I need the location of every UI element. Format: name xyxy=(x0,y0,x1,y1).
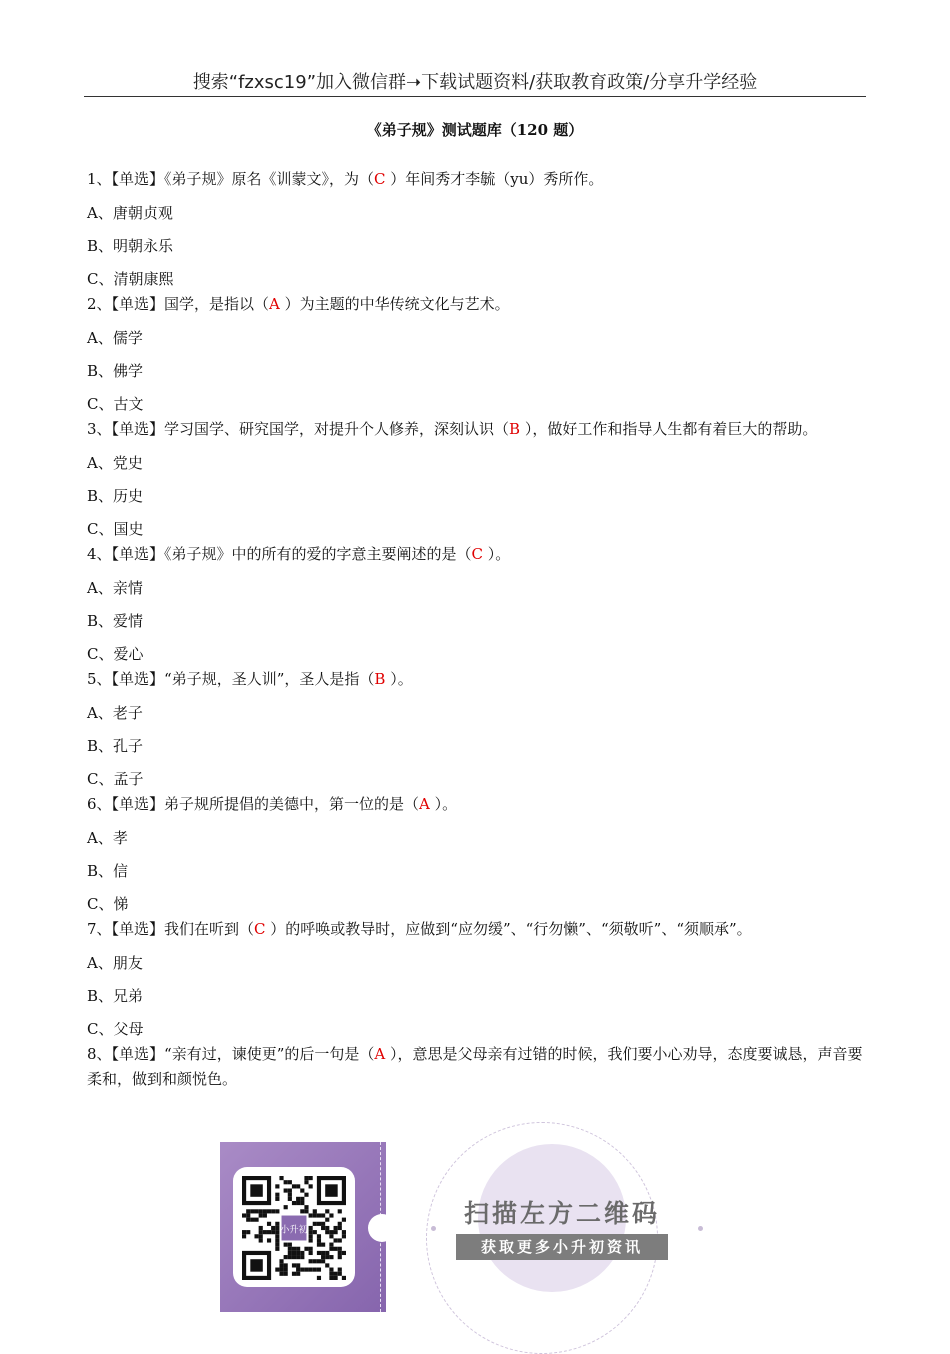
answer-option: B、孔子 xyxy=(87,737,144,755)
answer-option: A、老子 xyxy=(87,704,143,722)
answer-option: C、古文 xyxy=(87,395,144,413)
answer-letter: A xyxy=(374,1045,386,1063)
page-title: 《弟子规》测试题库（120 题） xyxy=(366,121,584,139)
answer-option: B、明朝永乐 xyxy=(87,237,174,255)
answer-option: A、孝 xyxy=(87,829,128,847)
answer-option: C、孟子 xyxy=(87,770,144,788)
question-text: ）。 xyxy=(385,670,413,688)
page-header: 搜索“fzxsc19”加入微信群➝下载试题资料/获取教育政策/分享升学经验 xyxy=(192,72,758,93)
question-text: ）。 xyxy=(483,545,511,563)
answer-letter: A xyxy=(269,295,280,313)
question-text: 1、【单选】《弟子规》原名《训蒙文》，为（ xyxy=(87,170,375,188)
answer-option: A、亲情 xyxy=(87,579,143,597)
question-list xyxy=(87,167,867,1092)
question-text: ）年间秀才李毓（yu）秀所作。 xyxy=(385,170,604,188)
question-text: 3、【单选】学习国学、研究国学，对提升个人修养，深刻认识（ xyxy=(87,420,510,438)
question-text: ）的呼唤或教导时，应做到“应勿缓”、“行勿懒”、“须敬听”、“须顺承”。 xyxy=(265,920,752,938)
answer-letter: C xyxy=(374,170,386,188)
answer-option: C、爱心 xyxy=(87,645,144,663)
question-text: 6、【单选】弟子规所提倡的美德中，第一位的是（ xyxy=(87,795,420,813)
question-stem xyxy=(87,167,867,192)
question-text: ），做好工作和指导人生都有着巨大的帮助。 xyxy=(520,420,818,438)
question-stem xyxy=(87,792,867,817)
question-text: ）为主题的中华传统文化与艺术。 xyxy=(279,295,510,313)
question-stem xyxy=(87,1042,867,1092)
ring-dot xyxy=(698,1226,703,1231)
qr-card xyxy=(233,1167,355,1287)
question-stem xyxy=(87,917,867,942)
ring-dot xyxy=(431,1226,436,1231)
question-text: 8、【单选】“亲有过，谏使更”的后一句是（ xyxy=(87,1045,375,1063)
qr-panel xyxy=(220,1142,386,1312)
header-divider xyxy=(84,96,866,97)
question-stem xyxy=(87,667,867,692)
question-item xyxy=(87,417,867,542)
answer-option: C、清朝康熙 xyxy=(87,270,174,288)
qr-code-icon[interactable] xyxy=(242,1176,346,1280)
answer-letter: C xyxy=(254,920,266,938)
answer-option: A、儒学 xyxy=(87,329,143,347)
answer-option: C、悌 xyxy=(87,895,129,913)
question-item xyxy=(87,1042,867,1092)
question-item xyxy=(87,292,867,417)
answer-option: B、兄弟 xyxy=(87,987,144,1005)
answer-option: C、父母 xyxy=(87,1020,144,1038)
answer-option: B、佛学 xyxy=(87,362,144,380)
question-text: 4、【单选】《弟子规》中的所有的爱的字意主要阐述的是（ xyxy=(87,545,472,563)
svg-text:小升初: 小升初 xyxy=(280,1225,308,1236)
answer-option: A、党史 xyxy=(87,454,143,472)
answer-letter: B xyxy=(509,420,521,438)
question-stem xyxy=(87,417,867,442)
question-text: ）。 xyxy=(429,795,458,813)
info-pill: 获取更多小升初资讯 xyxy=(456,1234,668,1260)
question-item xyxy=(87,167,867,292)
answer-letter: C xyxy=(471,545,484,563)
qr-banner xyxy=(220,1142,730,1312)
answer-option: B、信 xyxy=(87,862,129,880)
answer-option: A、朋友 xyxy=(87,954,143,972)
answer-option: B、爱情 xyxy=(87,612,144,630)
question-text: ），意思是父母亲有过错的时候，我们要小心劝导，态度要诚恳，声音要柔和，做到和颜悦色。 xyxy=(87,1045,863,1088)
question-stem xyxy=(87,542,867,567)
question-item xyxy=(87,917,867,1042)
question-item xyxy=(87,542,867,667)
answer-option: B、历史 xyxy=(87,487,144,505)
ticket-notch xyxy=(368,1214,396,1242)
question-text: 5、【单选】“弟子规，圣人训”，圣人是指（ xyxy=(87,670,375,688)
question-item xyxy=(87,792,867,917)
answer-option: A、唐朝贞观 xyxy=(87,204,173,222)
answer-option: C、国史 xyxy=(87,520,144,538)
scan-prompt: 扫描左方二维码 xyxy=(463,1199,660,1228)
answer-letter: B xyxy=(374,670,386,688)
answer-letter: A xyxy=(419,795,430,813)
question-item xyxy=(87,667,867,792)
question-text: 2、【单选】国学，是指以（ xyxy=(87,295,270,313)
question-text: 7、【单选】我们在听到（ xyxy=(87,920,255,938)
question-stem xyxy=(87,292,867,317)
